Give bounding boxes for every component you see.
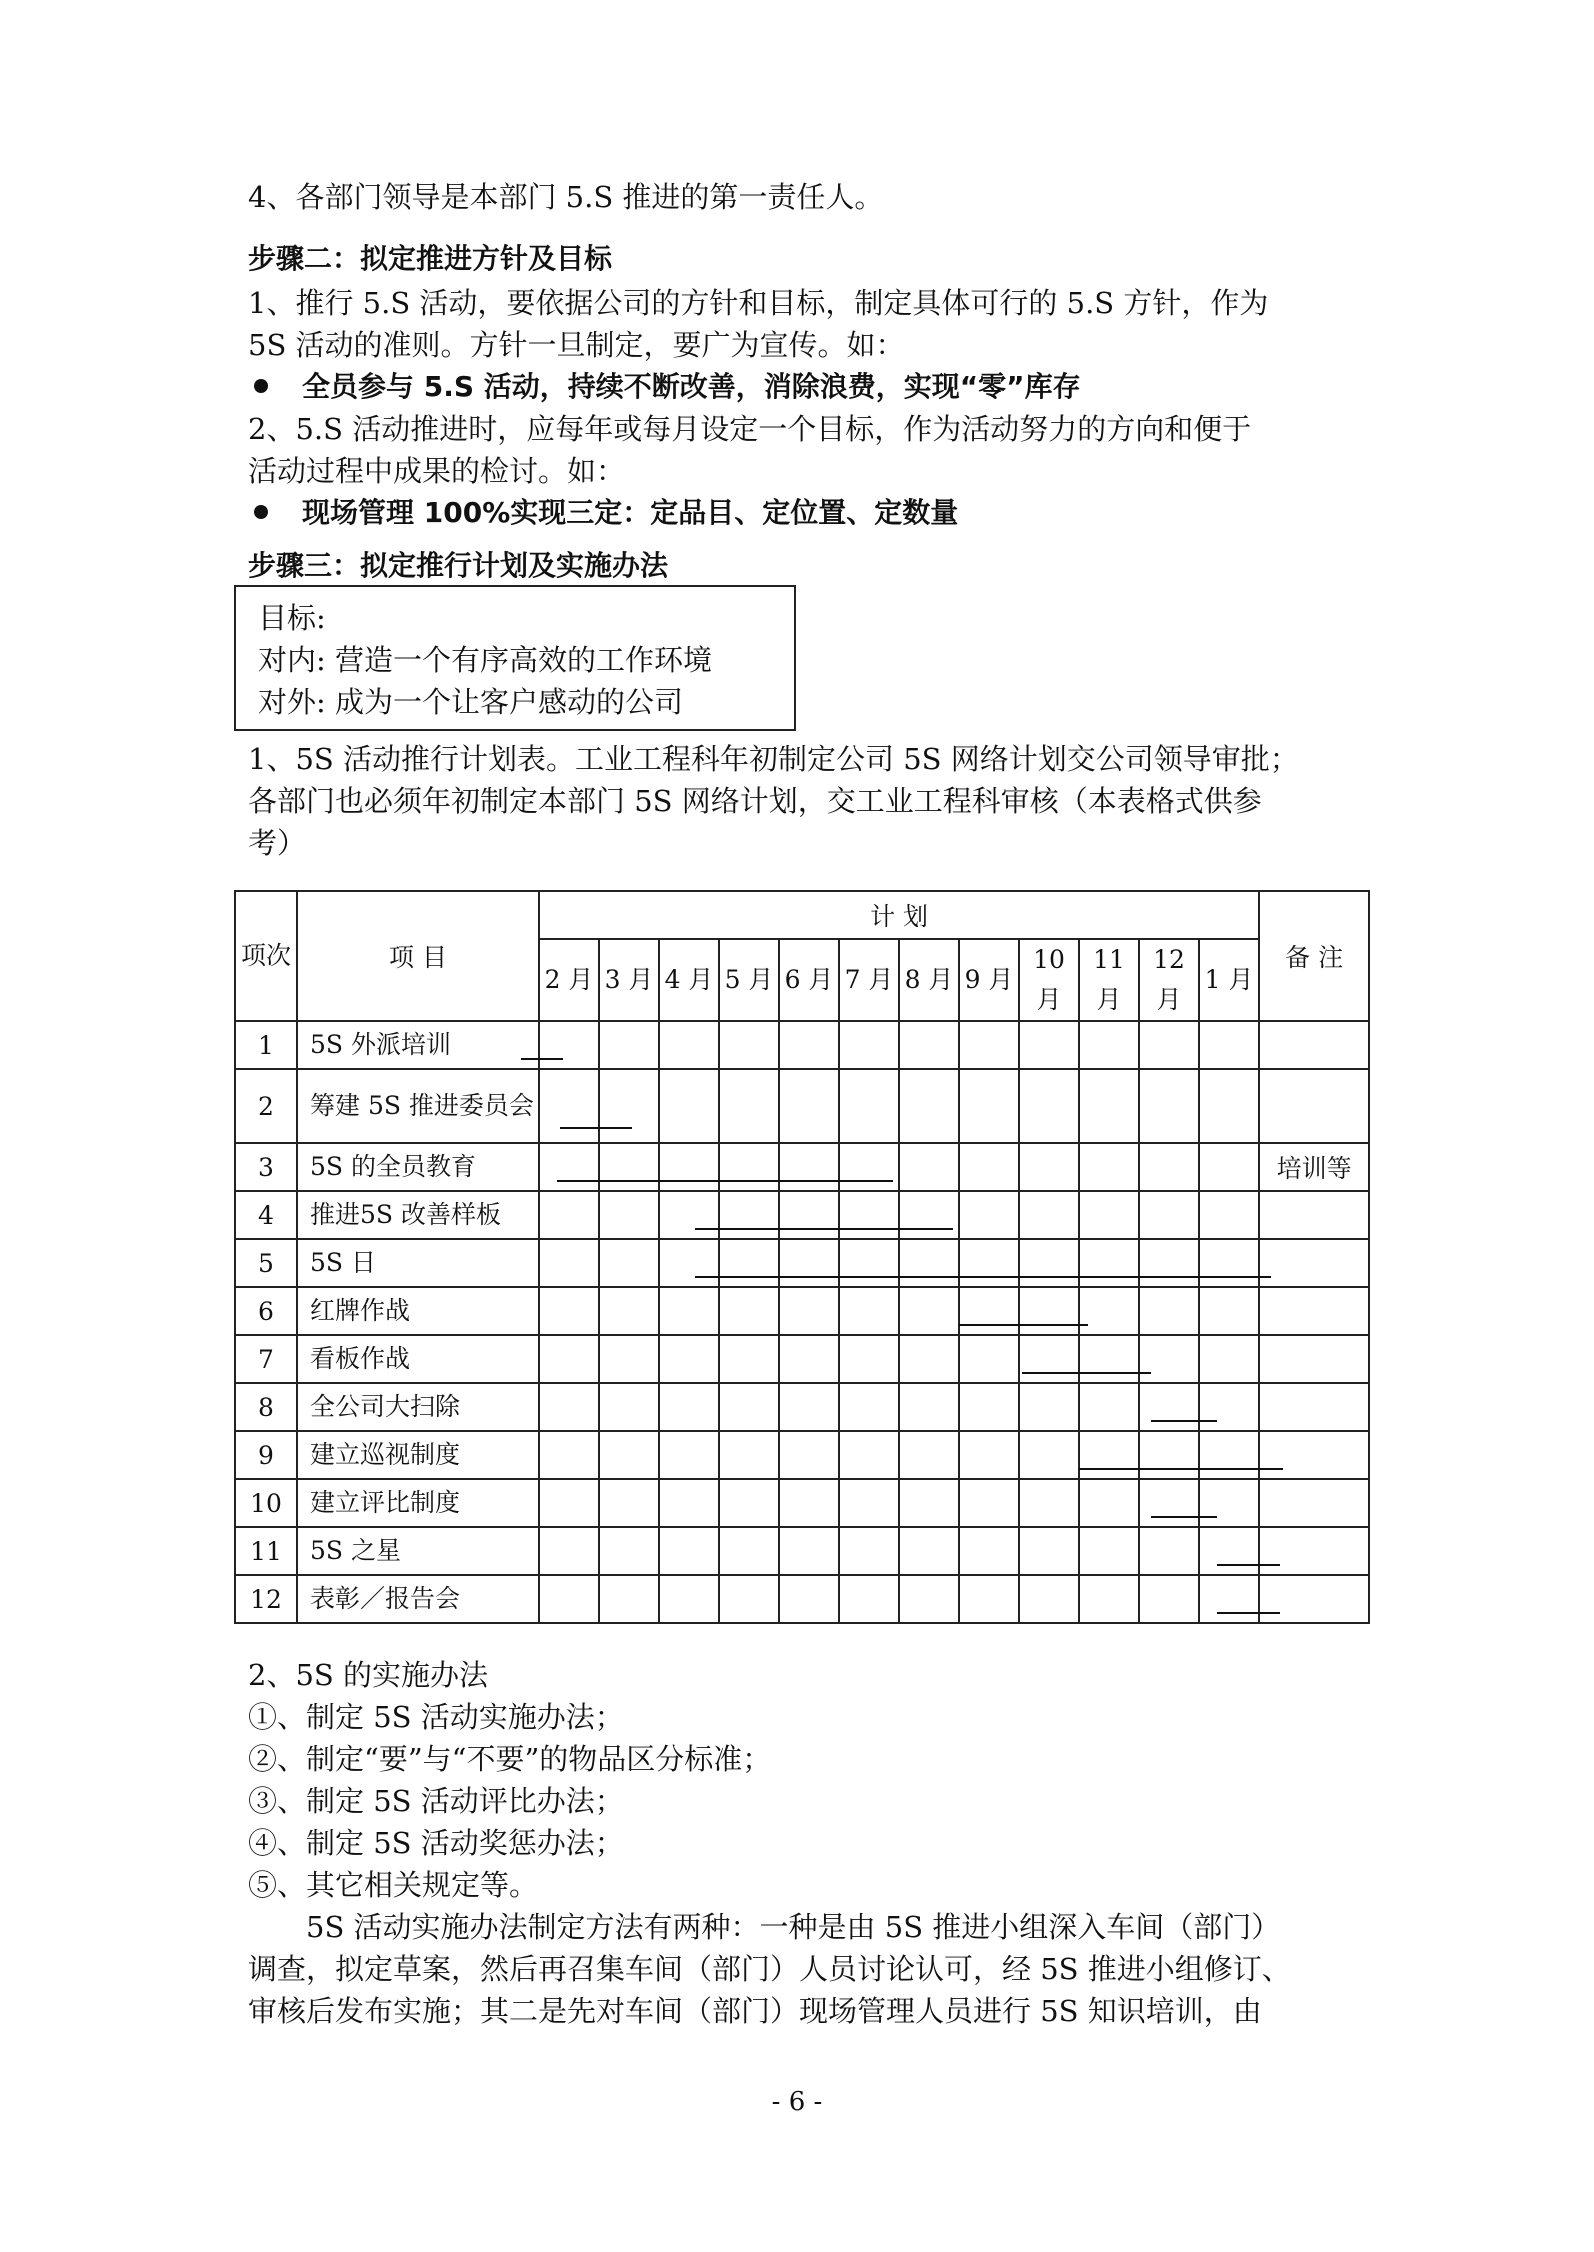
row-item: 5S 日 xyxy=(297,1239,539,1287)
month-cell xyxy=(1019,1479,1079,1527)
month-cell xyxy=(839,1335,899,1383)
month-cell xyxy=(719,1287,779,1335)
month-cell xyxy=(659,1527,719,1575)
month-cell xyxy=(539,1069,599,1143)
table-header-row xyxy=(235,891,1369,939)
schedule-bar xyxy=(959,1324,1088,1326)
step2-heading: 步骤二：拟定推进方针及目标 xyxy=(248,242,613,275)
month-cell xyxy=(899,1069,959,1143)
method-item-2: ②、制定“要”与“不要”的物品区分标准； xyxy=(248,1742,772,1776)
method-item-4: ④、制定 5S 活动奖惩办法； xyxy=(248,1826,624,1860)
table-row xyxy=(235,1069,1369,1143)
row-note xyxy=(1259,1383,1369,1431)
row-number: 12 xyxy=(235,1575,297,1623)
month-cell xyxy=(779,1143,839,1191)
row-item: 筹建 5S 推进委员会 xyxy=(297,1069,539,1143)
row-item: 5S 之星 xyxy=(297,1527,539,1575)
month-cell xyxy=(899,1191,959,1239)
month-cell xyxy=(959,1383,1019,1431)
month-cell xyxy=(1139,1479,1199,1527)
month-cell xyxy=(659,1143,719,1191)
month-cell xyxy=(1079,1575,1139,1623)
paragraph-policy-line1: 1、推行 5.S 活动，要依据公司的方针和目标，制定具体可行的 5.S 方针，作为 xyxy=(248,286,1269,320)
row-number: 10 xyxy=(235,1479,297,1527)
month-cell xyxy=(719,1383,779,1431)
month-cell xyxy=(659,1383,719,1431)
month-cell xyxy=(959,1239,1019,1287)
row-note xyxy=(1259,1335,1369,1383)
month-cell xyxy=(899,1335,959,1383)
goal-box-external: 对外: 成为一个让客户感动的公司 xyxy=(258,685,683,719)
month-cell xyxy=(719,1335,779,1383)
row-number: 1 xyxy=(235,1021,297,1069)
month-cell xyxy=(719,1191,779,1239)
paragraph-plan-line3: 考） xyxy=(248,826,307,860)
row-note xyxy=(1259,1239,1369,1287)
paragraph-methods-body-line3: 审核后发布实施；其二是先对车间（部门）现场管理人员进行 5S 知识培训，由 xyxy=(248,1994,1262,2028)
month-cell xyxy=(1199,1479,1259,1527)
month-cell xyxy=(899,1383,959,1431)
row-item: 5S 外派培训 xyxy=(297,1021,539,1069)
month-cell xyxy=(839,1575,899,1623)
month-cell xyxy=(779,1575,839,1623)
table-row xyxy=(235,1383,1369,1431)
month-cell xyxy=(599,1021,659,1069)
month-cell xyxy=(1199,1021,1259,1069)
month-header: 7 月 xyxy=(839,939,899,1021)
month-cell xyxy=(1139,1335,1199,1383)
month-cell xyxy=(1019,1527,1079,1575)
month-cell xyxy=(779,1021,839,1069)
step3-heading: 步骤三：拟定推行计划及实施办法 xyxy=(248,549,669,582)
month-cell xyxy=(1019,1431,1079,1479)
table-row xyxy=(235,1527,1369,1575)
month-cell xyxy=(599,1431,659,1479)
row-note xyxy=(1259,1479,1369,1527)
month-cell xyxy=(839,1383,899,1431)
month-cell xyxy=(779,1479,839,1527)
month-cell xyxy=(839,1021,899,1069)
row-number: 2 xyxy=(235,1069,297,1143)
schedule-bar xyxy=(695,1276,1271,1278)
month-cell xyxy=(1079,1069,1139,1143)
goal-box-title: 目标: xyxy=(258,601,326,635)
month-cell xyxy=(899,1239,959,1287)
month-header: 6 月 xyxy=(779,939,839,1021)
month-cell xyxy=(1079,1287,1139,1335)
month-cell xyxy=(659,1479,719,1527)
month-cell xyxy=(599,1383,659,1431)
bullet-dot-icon xyxy=(254,505,268,519)
month-cell xyxy=(599,1191,659,1239)
row-number: 3 xyxy=(235,1143,297,1191)
month-cell xyxy=(599,1527,659,1575)
schedule-bar xyxy=(1151,1420,1217,1422)
table-row xyxy=(235,1335,1369,1383)
month-cell xyxy=(1139,1287,1199,1335)
header-note: 备 注 xyxy=(1259,891,1369,1021)
row-item: 全公司大扫除 xyxy=(297,1383,539,1431)
schedule-bar xyxy=(695,1228,953,1230)
month-header: 4 月 xyxy=(659,939,719,1021)
header-plan: 计 划 xyxy=(539,891,1259,939)
schedule-bar xyxy=(1079,1468,1283,1470)
month-cell xyxy=(1019,1287,1079,1335)
month-cell xyxy=(779,1383,839,1431)
month-cell xyxy=(839,1143,899,1191)
row-note xyxy=(1259,1021,1369,1069)
month-cell xyxy=(1139,1191,1199,1239)
table-row xyxy=(235,1479,1369,1527)
month-cell xyxy=(539,1431,599,1479)
month-cell xyxy=(899,1575,959,1623)
month-cell xyxy=(839,1069,899,1143)
month-cell xyxy=(959,1143,1019,1191)
month-cell xyxy=(539,1335,599,1383)
method-item-1: ①、制定 5S 活动实施办法； xyxy=(248,1700,624,1734)
month-cell xyxy=(839,1191,899,1239)
month-header: 3 月 xyxy=(599,939,659,1021)
month-cell xyxy=(1199,1239,1259,1287)
month-cell xyxy=(1139,1575,1199,1623)
month-cell xyxy=(959,1479,1019,1527)
month-cell xyxy=(1079,1479,1139,1527)
month-cell xyxy=(599,1239,659,1287)
month-cell xyxy=(599,1143,659,1191)
month-cell xyxy=(1079,1239,1139,1287)
month-cell xyxy=(1199,1335,1259,1383)
schedule-bar xyxy=(1217,1612,1280,1614)
month-header: 9 月 xyxy=(959,939,1019,1021)
row-item: 建立评比制度 xyxy=(297,1479,539,1527)
month-cell xyxy=(719,1239,779,1287)
month-cell xyxy=(839,1239,899,1287)
paragraph-methods-title: 2、5S 的实施办法 xyxy=(248,1658,488,1692)
month-cell xyxy=(719,1069,779,1143)
month-cell xyxy=(659,1335,719,1383)
month-cell xyxy=(1079,1191,1139,1239)
month-cell xyxy=(899,1143,959,1191)
bullet-dot-icon xyxy=(254,379,268,393)
month-cell xyxy=(899,1431,959,1479)
goal-example-text: 现场管理 100%实现三定：定品目、定位置、定数量 xyxy=(302,496,959,529)
month-cell xyxy=(899,1479,959,1527)
table-row xyxy=(235,1191,1369,1239)
month-cell xyxy=(539,1527,599,1575)
month-cell xyxy=(1139,1069,1199,1143)
month-cell xyxy=(599,1069,659,1143)
row-note: 培训等 xyxy=(1259,1143,1369,1191)
month-cell xyxy=(899,1527,959,1575)
page-number: - 6 - xyxy=(771,2087,823,2117)
month-cell xyxy=(1139,1431,1199,1479)
goal-box xyxy=(234,585,796,731)
month-cell xyxy=(1199,1575,1259,1623)
month-header: 10 月 xyxy=(1019,939,1079,1021)
paragraph-goal-line2: 活动过程中成果的检讨。如： xyxy=(248,454,626,488)
row-number: 8 xyxy=(235,1383,297,1431)
month-header: 11 月 xyxy=(1079,939,1139,1021)
month-cell xyxy=(779,1335,839,1383)
table-row xyxy=(235,1143,1369,1191)
schedule-bar xyxy=(1217,1564,1280,1566)
row-number: 7 xyxy=(235,1335,297,1383)
month-cell xyxy=(659,1575,719,1623)
month-cell xyxy=(1079,1383,1139,1431)
month-cell xyxy=(1019,1383,1079,1431)
method-item-5: ⑤、其它相关规定等。 xyxy=(248,1868,539,1902)
table-row xyxy=(235,1287,1369,1335)
month-cell xyxy=(599,1575,659,1623)
table-row xyxy=(235,1575,1369,1623)
month-cell xyxy=(959,1575,1019,1623)
month-header: 5 月 xyxy=(719,939,779,1021)
month-cell xyxy=(1139,1527,1199,1575)
month-cell xyxy=(779,1527,839,1575)
row-number: 4 xyxy=(235,1191,297,1239)
month-cell xyxy=(1139,1143,1199,1191)
row-note xyxy=(1259,1069,1369,1143)
month-cell xyxy=(659,1069,719,1143)
row-note xyxy=(1259,1287,1369,1335)
paragraph-responsibility: 4、各部门领导是本部门 5.S 推进的第一责任人。 xyxy=(248,180,884,214)
month-cell xyxy=(779,1287,839,1335)
month-cell xyxy=(1139,1383,1199,1431)
month-cell xyxy=(659,1021,719,1069)
table-row xyxy=(235,1239,1369,1287)
paragraph-policy-line2: 5S 活动的准则。方针一旦制定，要广为宣传。如： xyxy=(248,328,905,362)
month-cell xyxy=(839,1479,899,1527)
row-item: 红牌作战 xyxy=(297,1287,539,1335)
table-row xyxy=(235,1431,1369,1479)
policy-example-bullet xyxy=(248,366,1358,408)
goal-box-internal: 对内: 营造一个有序高效的工作环境 xyxy=(258,643,712,677)
month-cell xyxy=(959,1431,1019,1479)
paragraph-plan-line2: 各部门也必须年初制定本部门 5S 网络计划，交工业工程科审核（本表格式供参 xyxy=(248,784,1262,818)
month-cell xyxy=(659,1191,719,1239)
row-number: 5 xyxy=(235,1239,297,1287)
month-cell xyxy=(539,1191,599,1239)
month-cell xyxy=(779,1431,839,1479)
schedule-bar xyxy=(521,1058,563,1060)
month-header: 12 月 xyxy=(1139,939,1199,1021)
month-cell xyxy=(1019,1069,1079,1143)
schedule-bar xyxy=(1022,1372,1151,1374)
month-cell xyxy=(1199,1069,1259,1143)
month-cell xyxy=(839,1431,899,1479)
month-cell xyxy=(1019,1239,1079,1287)
month-cell xyxy=(659,1287,719,1335)
paragraph-methods-body-line2: 调查，拟定草案，然后再召集车间（部门）人员讨论认可，经 5S 推进小组修订、 xyxy=(248,1952,1291,1986)
paragraph-methods-body-line1: 5S 活动实施办法制定方法有两种：一种是由 5S 推进小组深入车间（部门） xyxy=(306,1910,1281,1944)
month-cell xyxy=(959,1527,1019,1575)
month-cell xyxy=(599,1479,659,1527)
row-note xyxy=(1259,1527,1369,1575)
row-item: 看板作战 xyxy=(297,1335,539,1383)
month-cell xyxy=(539,1575,599,1623)
header-item: 项 目 xyxy=(297,891,539,1021)
month-cell xyxy=(1199,1191,1259,1239)
month-cell xyxy=(1019,1335,1079,1383)
month-cell xyxy=(959,1287,1019,1335)
schedule-bar xyxy=(557,1180,893,1182)
schedule-bar xyxy=(560,1127,632,1129)
month-cell xyxy=(719,1431,779,1479)
month-cell xyxy=(539,1143,599,1191)
month-cell xyxy=(1019,1191,1079,1239)
month-cell xyxy=(1199,1383,1259,1431)
month-cell xyxy=(599,1335,659,1383)
month-cell xyxy=(1079,1021,1139,1069)
row-item: 5S 的全员教育 xyxy=(297,1143,539,1191)
month-cell xyxy=(1079,1431,1139,1479)
month-cell xyxy=(719,1021,779,1069)
row-note xyxy=(1259,1431,1369,1479)
row-number: 6 xyxy=(235,1287,297,1335)
row-note xyxy=(1259,1575,1369,1623)
month-cell xyxy=(1079,1527,1139,1575)
month-cell xyxy=(779,1191,839,1239)
month-cell xyxy=(719,1527,779,1575)
row-item: 表彰／报告会 xyxy=(297,1575,539,1623)
month-header: 2 月 xyxy=(539,939,599,1021)
month-cell xyxy=(959,1021,1019,1069)
month-cell xyxy=(1019,1143,1079,1191)
month-cell xyxy=(539,1383,599,1431)
row-number: 11 xyxy=(235,1527,297,1575)
month-cell xyxy=(1079,1143,1139,1191)
month-cell xyxy=(839,1527,899,1575)
month-cell xyxy=(899,1287,959,1335)
month-cell xyxy=(1199,1287,1259,1335)
row-item: 建立巡视制度 xyxy=(297,1431,539,1479)
month-cell xyxy=(1199,1527,1259,1575)
month-cell xyxy=(1199,1431,1259,1479)
month-cell xyxy=(1019,1021,1079,1069)
month-cell xyxy=(719,1143,779,1191)
month-cell xyxy=(539,1021,599,1069)
schedule-bar xyxy=(1151,1516,1217,1518)
month-cell xyxy=(779,1239,839,1287)
month-cell xyxy=(719,1479,779,1527)
table-row xyxy=(235,1021,1369,1069)
month-cell xyxy=(1199,1143,1259,1191)
month-cell xyxy=(659,1239,719,1287)
row-number: 9 xyxy=(235,1431,297,1479)
month-cell xyxy=(1019,1575,1079,1623)
month-cell xyxy=(659,1431,719,1479)
month-cell xyxy=(899,1021,959,1069)
paragraph-goal-line1: 2、5.S 活动推进时，应每年或每月设定一个目标，作为活动努力的方向和便于 xyxy=(248,412,1252,446)
month-cell xyxy=(539,1479,599,1527)
month-cell xyxy=(539,1239,599,1287)
goal-example-bullet xyxy=(248,492,1358,534)
month-cell xyxy=(959,1335,1019,1383)
month-cell xyxy=(779,1069,839,1143)
header-no: 项次 xyxy=(235,891,297,1021)
month-header: 8 月 xyxy=(899,939,959,1021)
month-cell xyxy=(539,1287,599,1335)
month-cell xyxy=(719,1575,779,1623)
paragraph-plan-line1: 1、5S 活动推行计划表。工业工程科年初制定公司 5S 网络计划交公司领导审批； xyxy=(248,742,1299,776)
month-cell xyxy=(1139,1239,1199,1287)
month-cell xyxy=(1079,1335,1139,1383)
month-cell xyxy=(959,1069,1019,1143)
row-item: 推进5S 改善样板 xyxy=(297,1191,539,1239)
month-cell xyxy=(599,1287,659,1335)
method-item-3: ③、制定 5S 活动评比办法； xyxy=(248,1784,624,1818)
policy-example-text: 全员参与 5.S 活动，持续不断改善，消除浪费，实现“零”库存 xyxy=(302,370,1081,403)
month-cell xyxy=(1139,1021,1199,1069)
month-cell xyxy=(839,1287,899,1335)
month-header: 1 月 xyxy=(1199,939,1259,1021)
row-note xyxy=(1259,1191,1369,1239)
month-cell xyxy=(959,1191,1019,1239)
plan-table xyxy=(234,890,1370,1624)
